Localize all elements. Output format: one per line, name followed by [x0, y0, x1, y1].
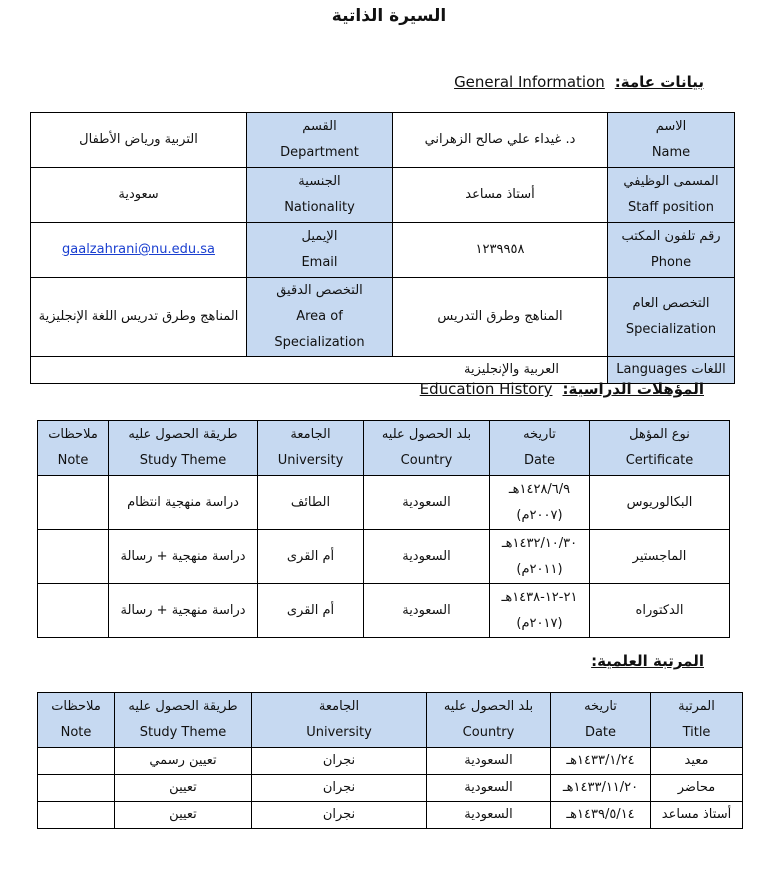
rank-theme-cell: تعيين رسمي — [115, 748, 252, 775]
certificate-cell: البكالوريوس — [590, 476, 730, 530]
general-info-heading-ar: بيانات عامة: — [614, 73, 704, 91]
general-row-specialization — [31, 278, 735, 357]
phone-value: ١٢٣٩٩٥٨ — [393, 223, 608, 278]
date-cell: ١٤٣٢/١٠/٣٠هـ (٢٠١١م) — [490, 530, 590, 584]
certificate-cell: الماجستير — [590, 530, 730, 584]
rank-title-cell: معيد — [651, 748, 743, 775]
general-info-table — [30, 112, 735, 384]
email-label: الإيميل Email — [247, 223, 393, 278]
department-value: التربية ورياض الأطفال — [31, 113, 247, 168]
country-cell: السعودية — [364, 476, 490, 530]
rank-col-university: الجامعة University — [252, 693, 427, 748]
rank-title-cell: أستاذ مساعد — [651, 802, 743, 829]
nationality-value: سعودية — [31, 168, 247, 223]
rank-university-cell: نجران — [252, 802, 427, 829]
name-value: د. غيداء علي صالح الزهراني — [393, 113, 608, 168]
rank-note-cell — [38, 802, 115, 829]
education-col-certificate: نوع المؤهل Certificate — [590, 421, 730, 476]
education-table — [37, 420, 730, 638]
area-specialization-value: المناهج وطرق تدريس اللغة الإنجليزية — [31, 278, 247, 357]
education-col-country: بلد الحصول عليه Country — [364, 421, 490, 476]
rank-row — [38, 775, 743, 802]
rank-col-title: المرتبة Title — [651, 693, 743, 748]
rank-country-cell: السعودية — [427, 775, 551, 802]
education-row — [38, 530, 730, 584]
note-cell — [38, 476, 109, 530]
rank-theme-cell: تعيين — [115, 775, 252, 802]
general-info-heading — [454, 73, 704, 91]
rank-note-cell — [38, 775, 115, 802]
position-label: المسمى الوظيفي Staff position — [608, 168, 735, 223]
rank-theme-cell: تعيين — [115, 802, 252, 829]
rank-date-cell: ١٤٣٣/١١/٢٠هـ — [551, 775, 651, 802]
rank-country-cell: السعودية — [427, 748, 551, 775]
education-header-row — [38, 421, 730, 476]
rank-date-cell: ١٤٣٩/٥/١٤هـ — [551, 802, 651, 829]
rank-table — [37, 692, 743, 829]
education-heading-ar: المؤهلات الدراسية: — [562, 380, 704, 398]
general-info-heading-en: General Information — [454, 73, 605, 91]
rank-col-date: تاريخه Date — [551, 693, 651, 748]
theme-cell: دراسة منهجية + رسالة — [109, 584, 258, 638]
date-cell: ٢١-١٢-١٤٣٨هـ (٢٠١٧م) — [490, 584, 590, 638]
university-cell: أم القرى — [258, 584, 364, 638]
rank-university-cell: نجران — [252, 775, 427, 802]
theme-cell: دراسة منهجية انتظام — [109, 476, 258, 530]
country-cell: السعودية — [364, 584, 490, 638]
rank-header-row — [38, 693, 743, 748]
country-cell: السعودية — [364, 530, 490, 584]
department-label: القسم Department — [247, 113, 393, 168]
email-value — [31, 223, 247, 278]
university-cell: أم القرى — [258, 530, 364, 584]
email-link[interactable]: gaalzahrani@nu.edu.sa — [62, 242, 215, 257]
date-cell: ١٤٢٨/٦/٩هـ (٢٠٠٧م) — [490, 476, 590, 530]
education-heading-en: Education History — [419, 380, 553, 398]
education-row — [38, 476, 730, 530]
rank-university-cell: نجران — [252, 748, 427, 775]
education-row — [38, 584, 730, 638]
languages-value: العربية والإنجليزية — [31, 357, 608, 384]
area-specialization-label: التخصص الدقيق Area of Specialization — [247, 278, 393, 357]
rank-col-theme: طريقة الحصول عليه Study Theme — [115, 693, 252, 748]
rank-title-cell: محاضر — [651, 775, 743, 802]
page-title: السيرة الذاتية — [331, 6, 447, 26]
education-col-university: الجامعة University — [258, 421, 364, 476]
education-col-theme: طريقة الحصول عليه Study Theme — [109, 421, 258, 476]
rank-col-country: بلد الحصول عليه Country — [427, 693, 551, 748]
specialization-value: المناهج وطرق التدريس — [393, 278, 608, 357]
name-label: الاسم Name — [608, 113, 735, 168]
rank-note-cell — [38, 748, 115, 775]
languages-label: اللغات Languages — [608, 357, 735, 384]
phone-label: رقم تلفون المكتب Phone — [608, 223, 735, 278]
rank-row — [38, 802, 743, 829]
education-col-date: تاريخه Date — [490, 421, 590, 476]
note-cell — [38, 530, 109, 584]
general-row-position — [31, 168, 735, 223]
university-cell: الطائف — [258, 476, 364, 530]
certificate-cell: الدكتوراه — [590, 584, 730, 638]
rank-col-note: ملاحظات Note — [38, 693, 115, 748]
general-row-name — [31, 113, 735, 168]
rank-country-cell: السعودية — [427, 802, 551, 829]
theme-cell: دراسة منهجية + رسالة — [109, 530, 258, 584]
education-heading — [420, 380, 704, 398]
education-col-note: ملاحظات Note — [38, 421, 109, 476]
specialization-label: التخصص العام Specialization — [608, 278, 735, 357]
position-value: أستاذ مساعد — [393, 168, 608, 223]
rank-row — [38, 748, 743, 775]
rank-date-cell: ١٤٣٣/١/٢٤هـ — [551, 748, 651, 775]
general-row-phone — [31, 223, 735, 278]
rank-heading: المرتبة العلمية: — [591, 652, 704, 670]
note-cell — [38, 584, 109, 638]
nationality-label: الجنسية Nationality — [247, 168, 393, 223]
